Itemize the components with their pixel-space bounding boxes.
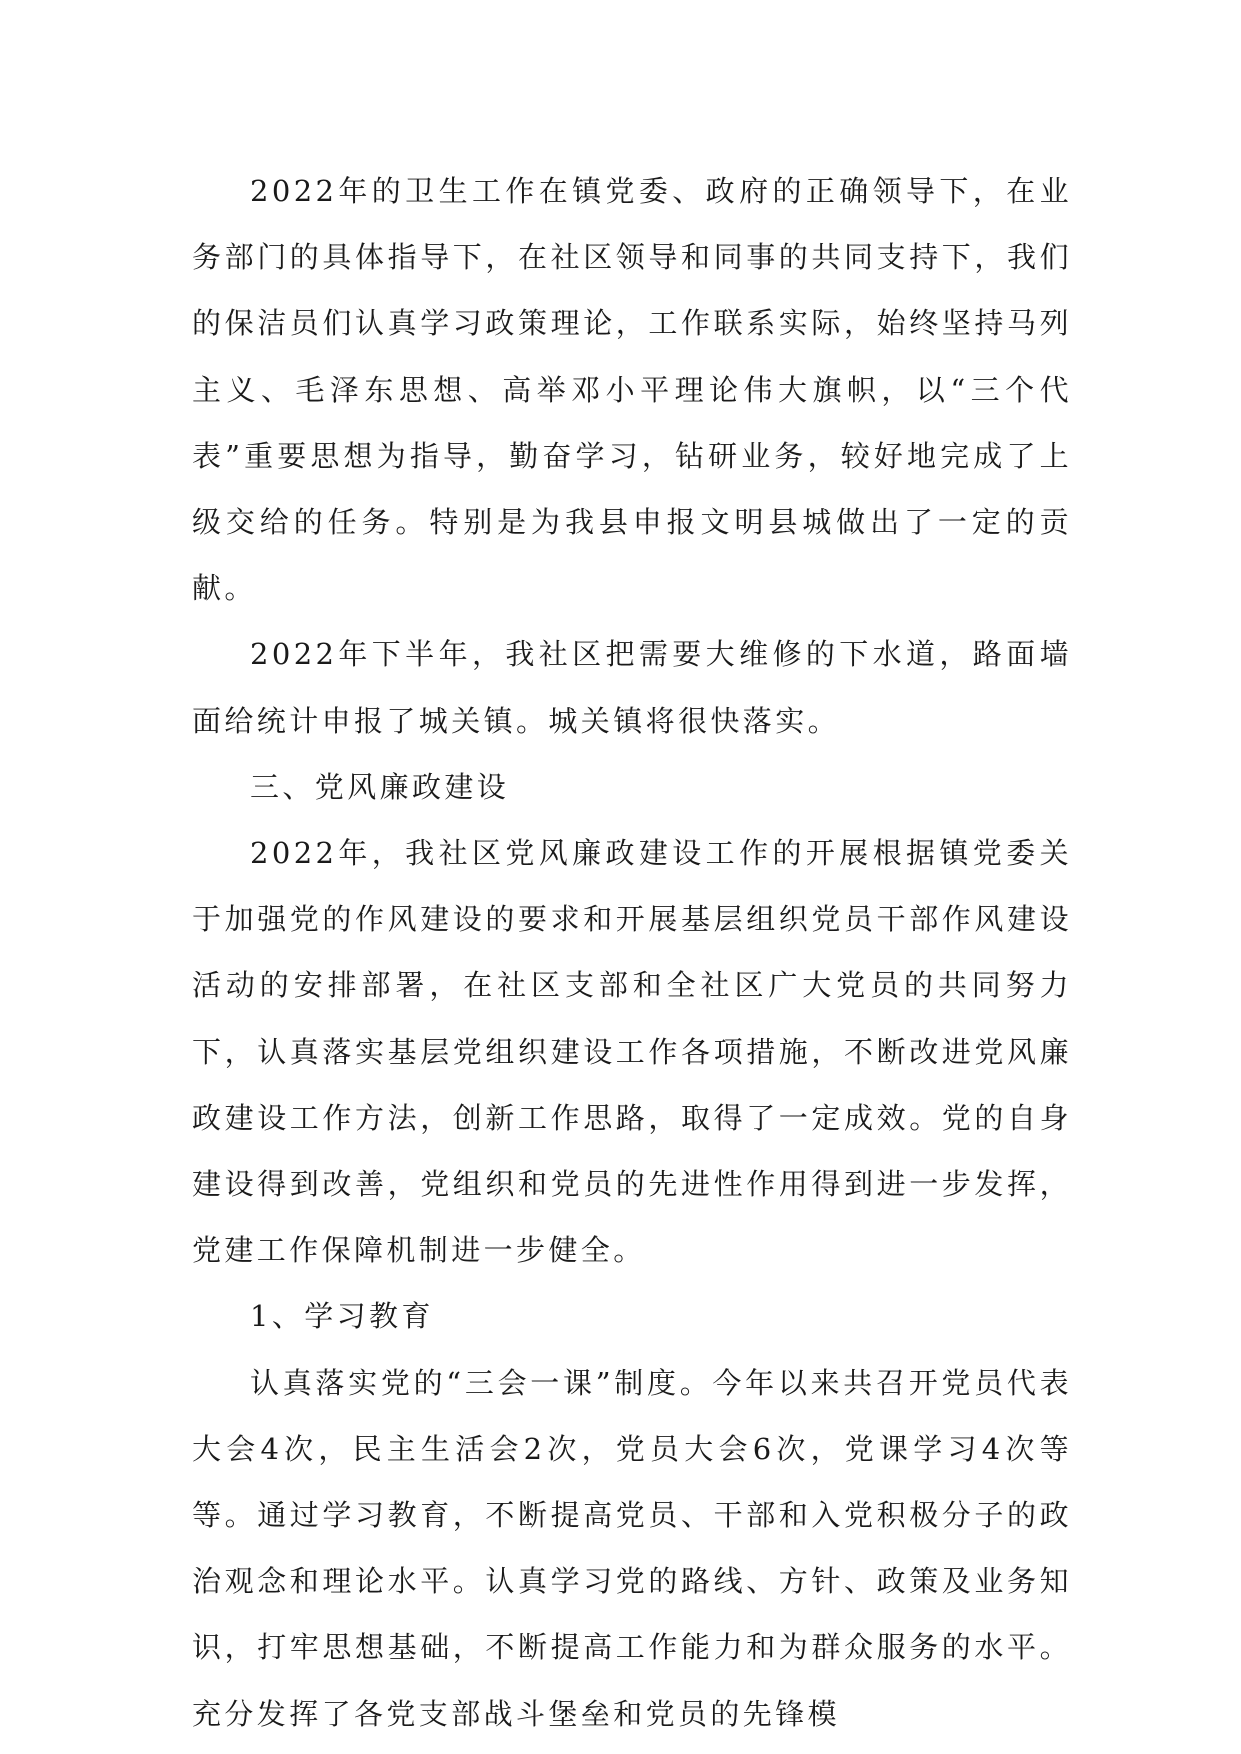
paragraph-study-education: 认真落实党的“三会一课”制度。今年以来共召开党员代表大会4次，民主生活会2次，党员大会6次，党课学习4次等等。通过学习教育，不断提高党员、干部和入党积极分子的政治观念和理论水平。认真学习党的路线、方针、政策及业务知识，打牢思想基础，不断提高工作能力和为群众服务的水平。充分发挥了各党支部战斗堡垒和党员的先锋模 (192, 1365, 1072, 1731)
document-body (192, 158, 1072, 1747)
section-heading-party-conduct: 三、党风廉政建设 (250, 769, 510, 804)
paragraph-sewer-repair: 2022年下半年，我社区把需要大维修的下水道，路面墙面给统计申报了城关镇。城关镇将很快落实。 (192, 637, 1072, 738)
paragraph-health-work: 2022年的卫生工作在镇党委、政府的正确领导下，在业务部门的具体指导下，在社区领导和同事的共同支持下，我们的保洁员们认真学习政策理论，工作联系实际，始终坚持马列主义、毛泽东思想、高举邓小平理论伟大旗帜，以“三个代表”重要思想为指导，勤奋学习，钻研业务，较好地完成了上级交给的任务。特别是为我县申报文明县城做出了一定的贡献。 (192, 174, 1072, 606)
paragraph-party-conduct: 2022年，我社区党风廉政建设工作的开展根据镇党委关于加强党的作风建设的要求和开展基层组织党员干部作风建设活动的安排部署，在社区支部和全社区广大党员的共同努力下，认真落实基层党组织建设工作各项措施，不断改进党风廉政建设工作方法，创新工作思路，取得了一定成效。党的自身建设得到改善，党组织和党员的先进性作用得到进一步发挥，党建工作保障机制进一步健全。 (192, 836, 1072, 1268)
subsection-heading-study: 1、学习教育 (250, 1299, 434, 1334)
